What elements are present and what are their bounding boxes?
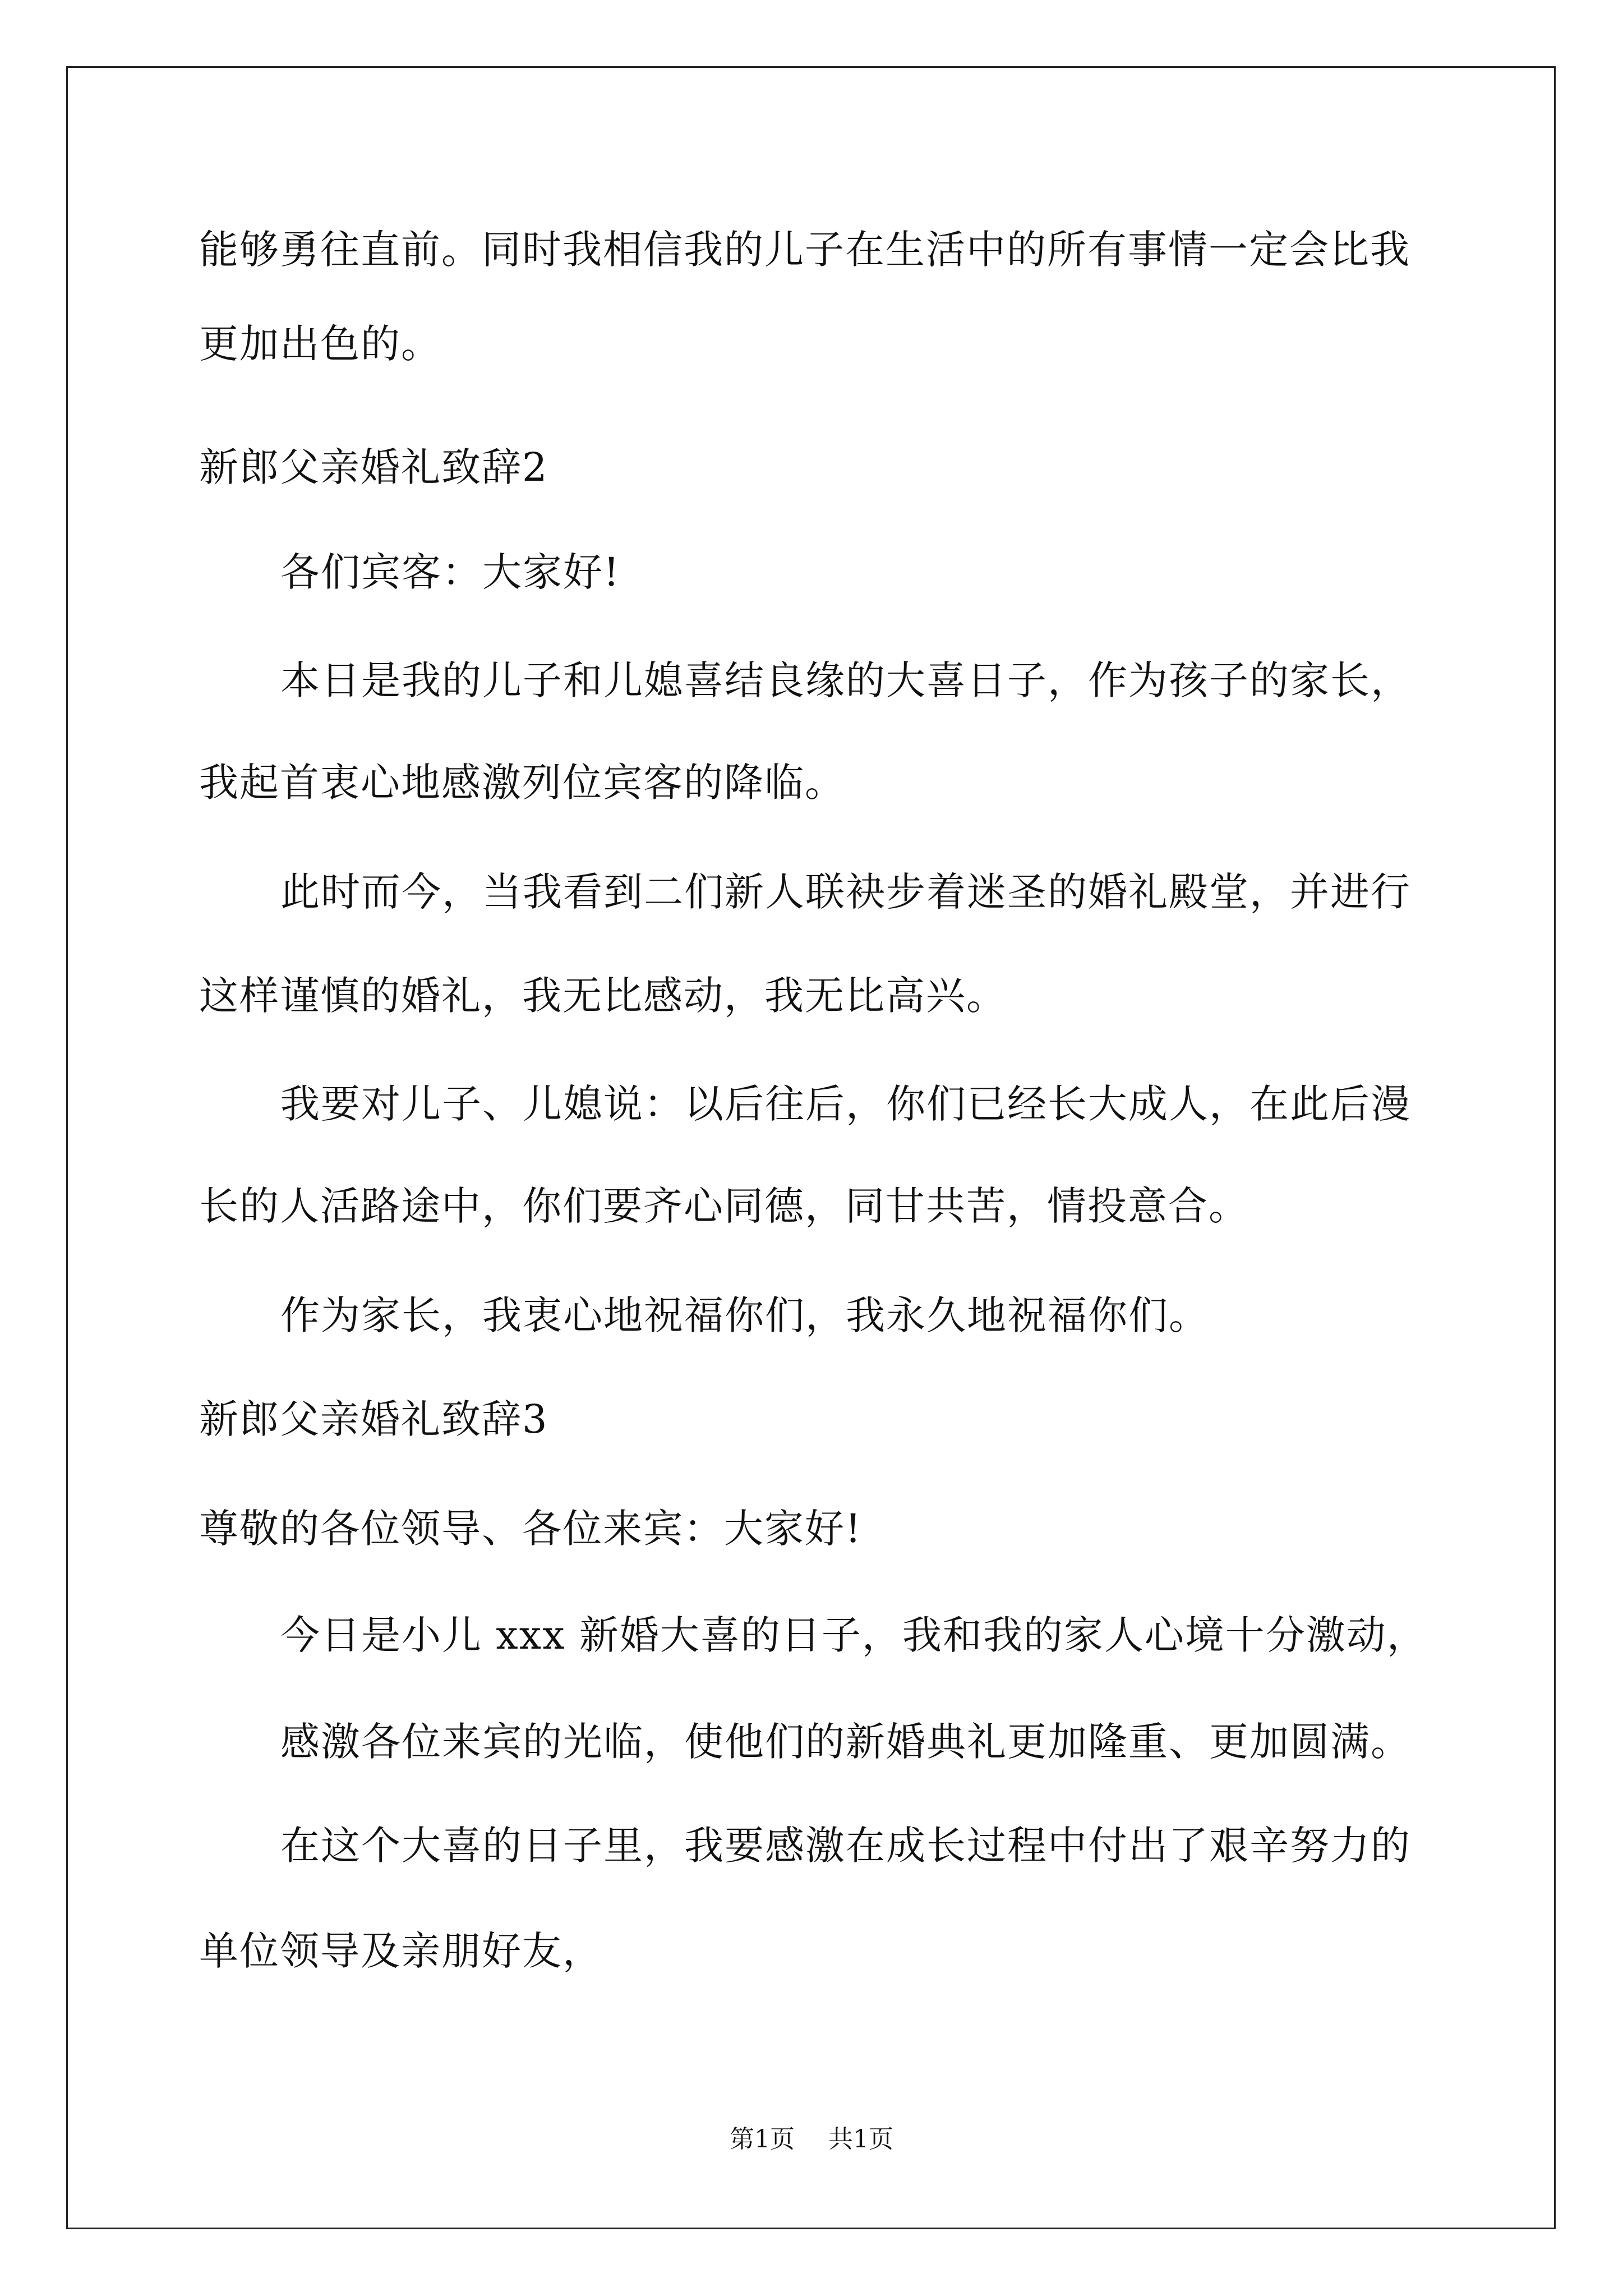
paragraph-line: 我起首衷心地感激列位宾客的降临。 bbox=[199, 760, 845, 806]
paragraph-line: 此时而今，当我看到二们新人联袂步着迷圣的婚礼殿堂，并进行 bbox=[280, 869, 1411, 915]
paragraph-line: 在这个大喜的日子里，我要感激在成长过程中付出了艰辛努力的 bbox=[280, 1823, 1411, 1869]
salutation: 尊敬的各位领导、各位来宾：大家好! bbox=[199, 1506, 863, 1552]
page-border bbox=[66, 66, 1556, 2229]
paragraph-line: 本日是我的儿子和儿媳喜结良缘的大喜日子，作为孩子的家长， bbox=[280, 657, 1411, 703]
paragraph-line: 今日是小儿 xxx 新婚大喜的日子，我和我的家人心境十分激动， bbox=[280, 1612, 1427, 1658]
paragraph-line: 感激各位来宾的光临，使他们的新婚典礼更加隆重、更加圆满。 bbox=[280, 1719, 1411, 1765]
paragraph-line: 能够勇往直前。同时我相信我的儿子在生活中的所有事情一定会比我 bbox=[199, 227, 1410, 273]
page-number-total: 共1页 bbox=[828, 2125, 893, 2154]
paragraph-line: 更加出色的。 bbox=[199, 321, 441, 367]
paragraph-line: 我要对儿子、儿媳说：以后往后，你们已经长大成人，在此后漫 bbox=[280, 1081, 1411, 1127]
paragraph-line: 这样谨慎的婚礼，我无比感动，我无比高兴。 bbox=[199, 973, 1007, 1019]
paragraph-line: 长的人活路途中，你们要齐心同德，同甘共苦，情投意合。 bbox=[199, 1183, 1249, 1229]
paragraph-line: 作为家长，我衷心地祝福你们，我永久地祝福你们。 bbox=[280, 1292, 1209, 1338]
paragraph-line: 单位领导及亲朋好友， bbox=[199, 1928, 603, 1974]
salutation: 各们宾客：大家好! bbox=[280, 549, 621, 595]
section-heading: 新郎父亲婚礼致辞3 bbox=[199, 1396, 548, 1442]
section-heading: 新郎父亲婚礼致辞2 bbox=[199, 444, 548, 490]
page-number-current: 第1页 bbox=[730, 2125, 795, 2154]
page-footer bbox=[0, 2127, 1623, 2152]
